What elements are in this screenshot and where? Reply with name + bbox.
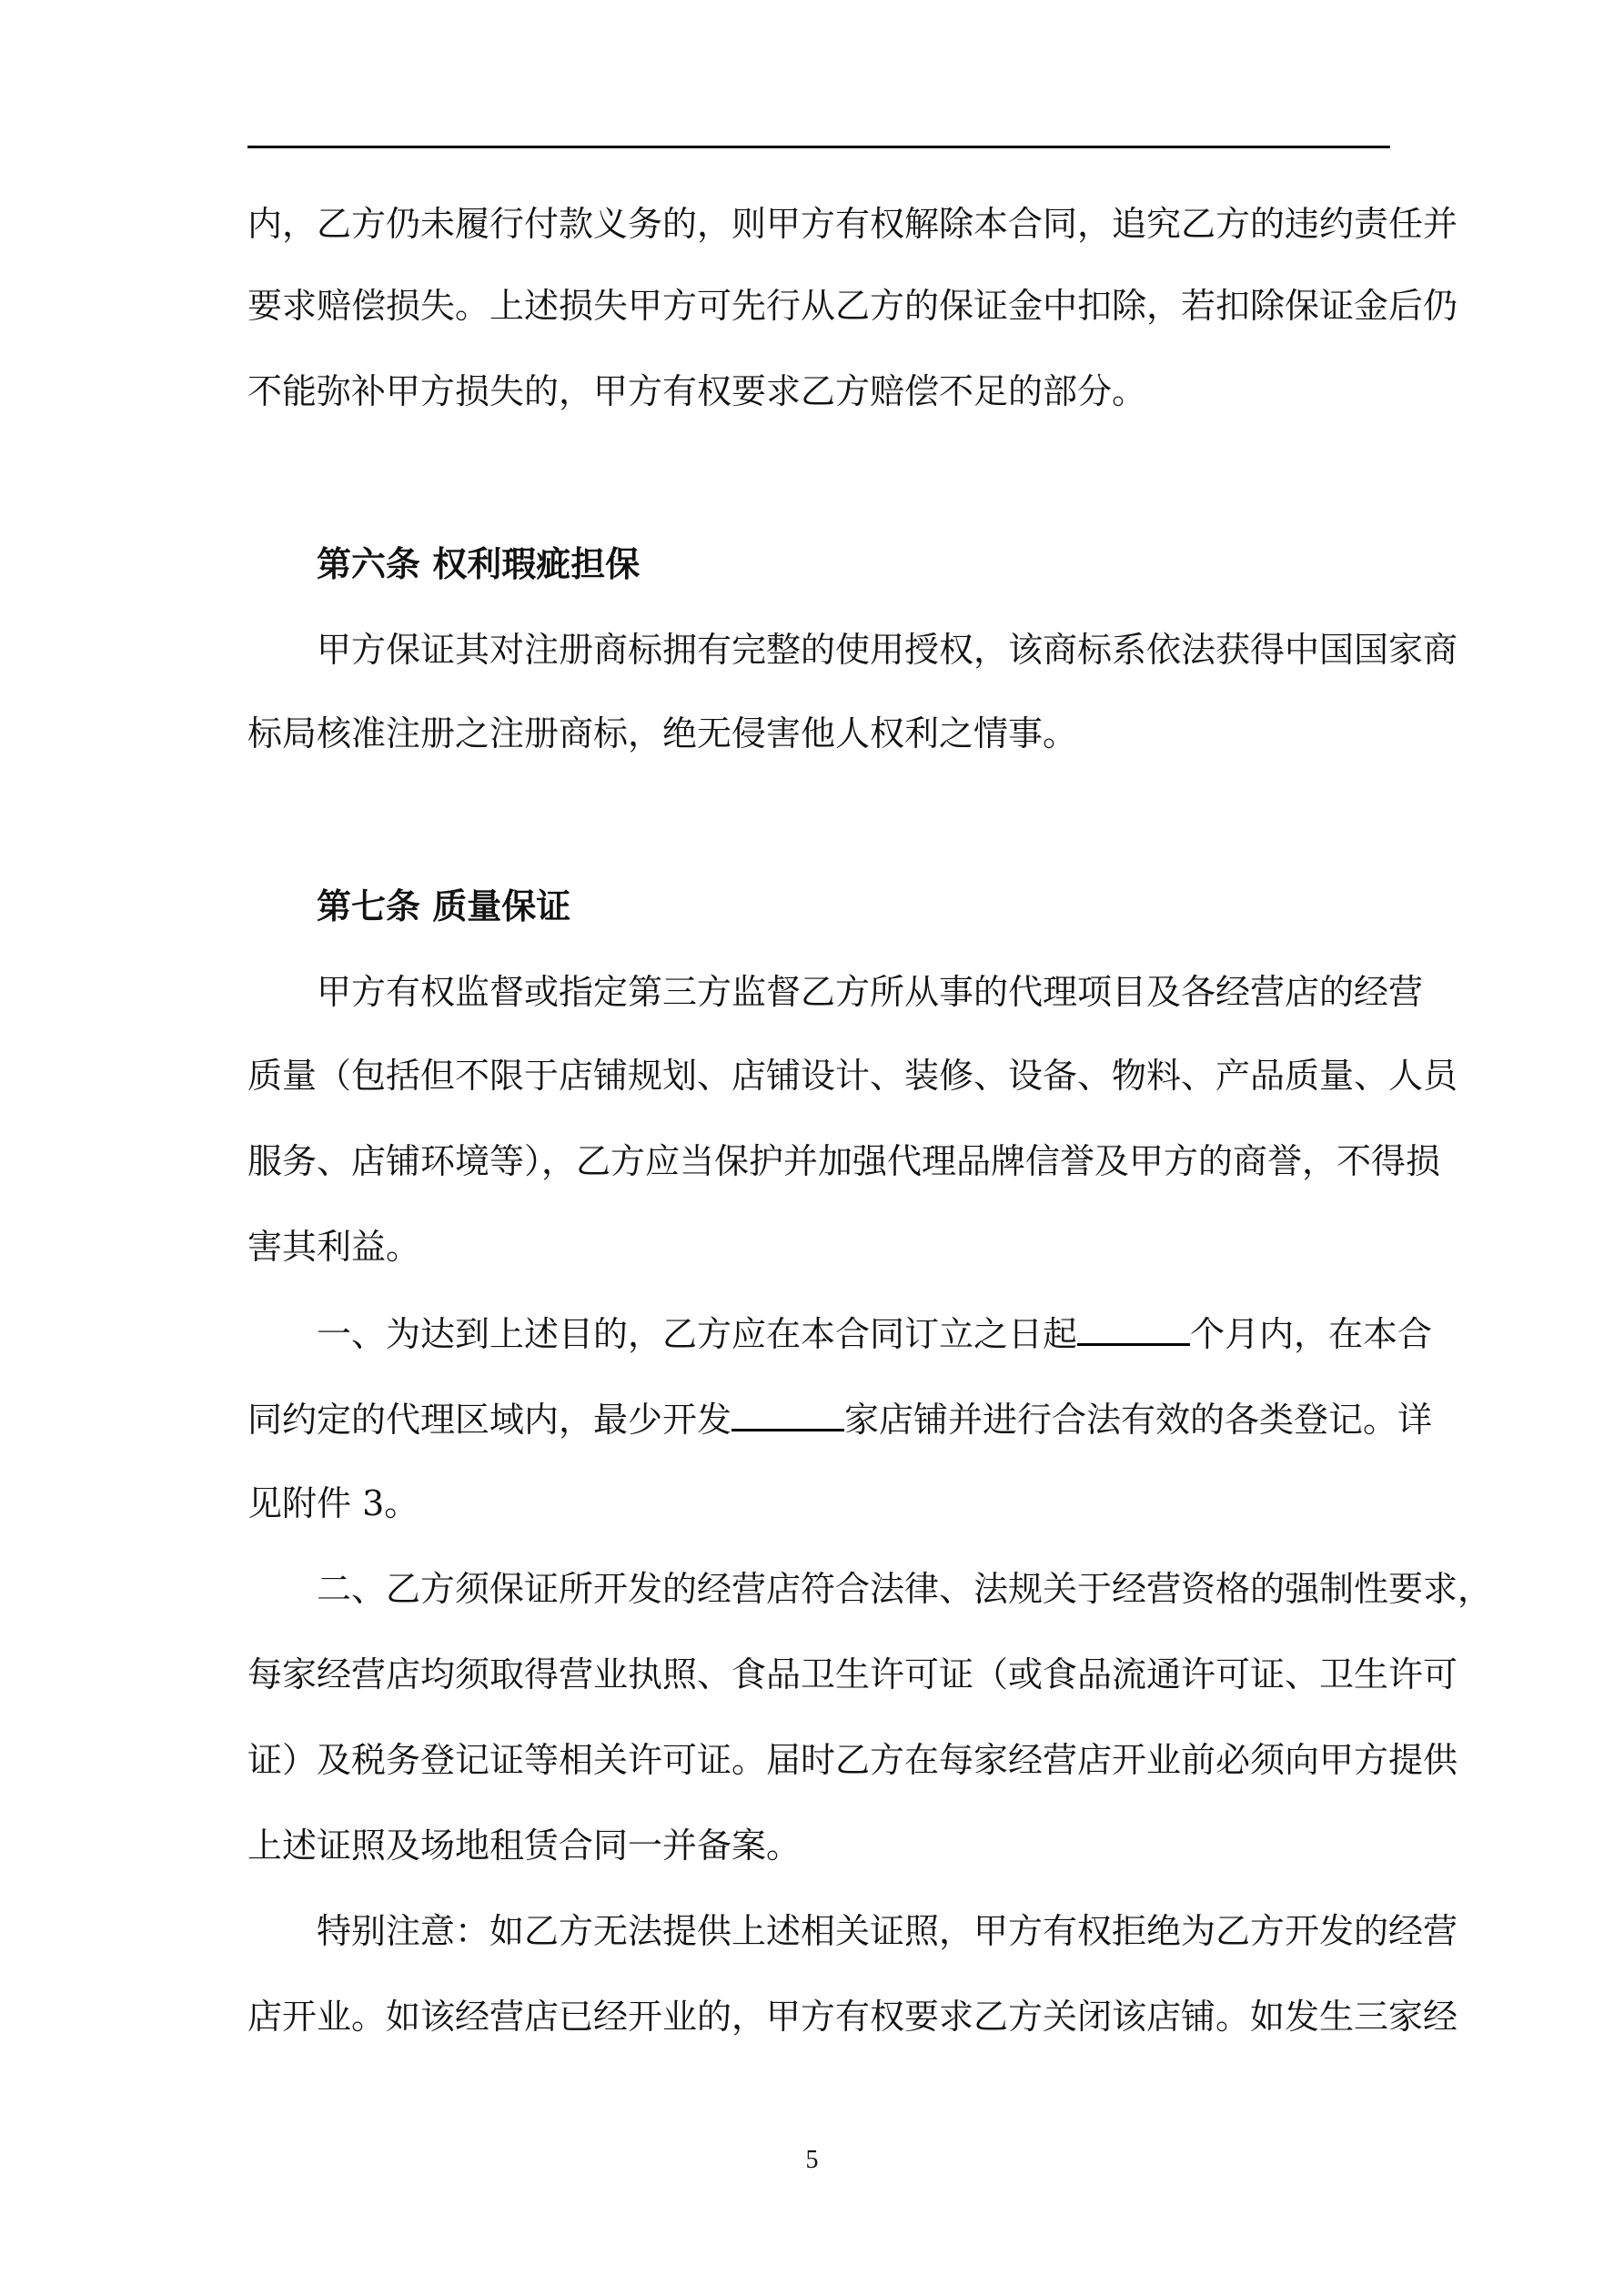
text-segment: 个月内，在本合 [1190, 1314, 1433, 1354]
text-line: 不能弥补甲方损失的，甲方有权要求乙方赔偿不足的部分。 [247, 371, 1147, 411]
text-segment: 家店铺并进行合法有效的各类登记。详 [844, 1400, 1433, 1440]
text-line-with-blank [317, 1310, 1433, 1356]
text-line: 内，乙方仍未履行付款义务的，则甲方有权解除本合同，追究乙方的违约责任并 [247, 204, 1458, 244]
text-line: 特别注意：如乙方无法提供上述相关证照，甲方有权拒绝为乙方开发的经营 [317, 1911, 1458, 1951]
text-line: 上述证照及场地租赁合同一并备案。 [247, 1826, 802, 1866]
header-rule [247, 146, 1390, 148]
text-line: 标局核准注册之注册商标，绝无侵害他人权利之情事。 [247, 713, 1078, 754]
article-heading: 第七条 质量保证 [317, 885, 571, 926]
text-line: 证）及税务登记证等相关许可证。届时乙方在每家经营店开业前必须向甲方提供 [247, 1740, 1458, 1780]
text-line: 店开业。如该经营店已经开业的，甲方有权要求乙方关闭该店铺。如发生三家经 [247, 1997, 1458, 2037]
text-line: 二、乙方须保证所开发的经营店符合法律、法规关于经营资格的强制性要求， [317, 1569, 1493, 1609]
text-segment: 同约定的代理区域内，最少开发 [247, 1400, 732, 1440]
text-line: 甲方有权监督或指定第三方监督乙方所从事的代理项目及各经营店的经营 [317, 972, 1424, 1012]
text-line: 要求赔偿损失。上述损失甲方可先行从乙方的保证金中扣除，若扣除保证金后仍 [247, 286, 1458, 326]
article-heading: 第六条 权利瑕疵担保 [317, 543, 641, 584]
text-line: 甲方保证其对注册商标拥有完整的使用授权，该商标系依法获得中国国家商 [317, 630, 1458, 670]
page-number: 5 [805, 2146, 819, 2174]
text-line: 每家经营店均须取得营业执照、食品卫生许可证（或食品流通许可证、卫生许可 [247, 1654, 1458, 1694]
text-line: 见附件 3。 [247, 1483, 419, 1523]
text-line: 害其利益。 [247, 1227, 421, 1267]
text-line: 服务、店铺环境等），乙方应当保护并加强代理品牌信誉及甲方的商誉，不得损 [247, 1141, 1441, 1181]
text-line-with-blank [247, 1396, 1433, 1441]
text-segment: 一、为达到上述目的，乙方应在本合同订立之日起 [317, 1314, 1078, 1354]
fill-in-blank [1077, 1310, 1190, 1346]
text-line: 质量（包括但不限于店铺规划、店铺设计、装修、设备、物料、产品质量、人员 [247, 1056, 1458, 1096]
fill-in-blank [731, 1396, 844, 1431]
